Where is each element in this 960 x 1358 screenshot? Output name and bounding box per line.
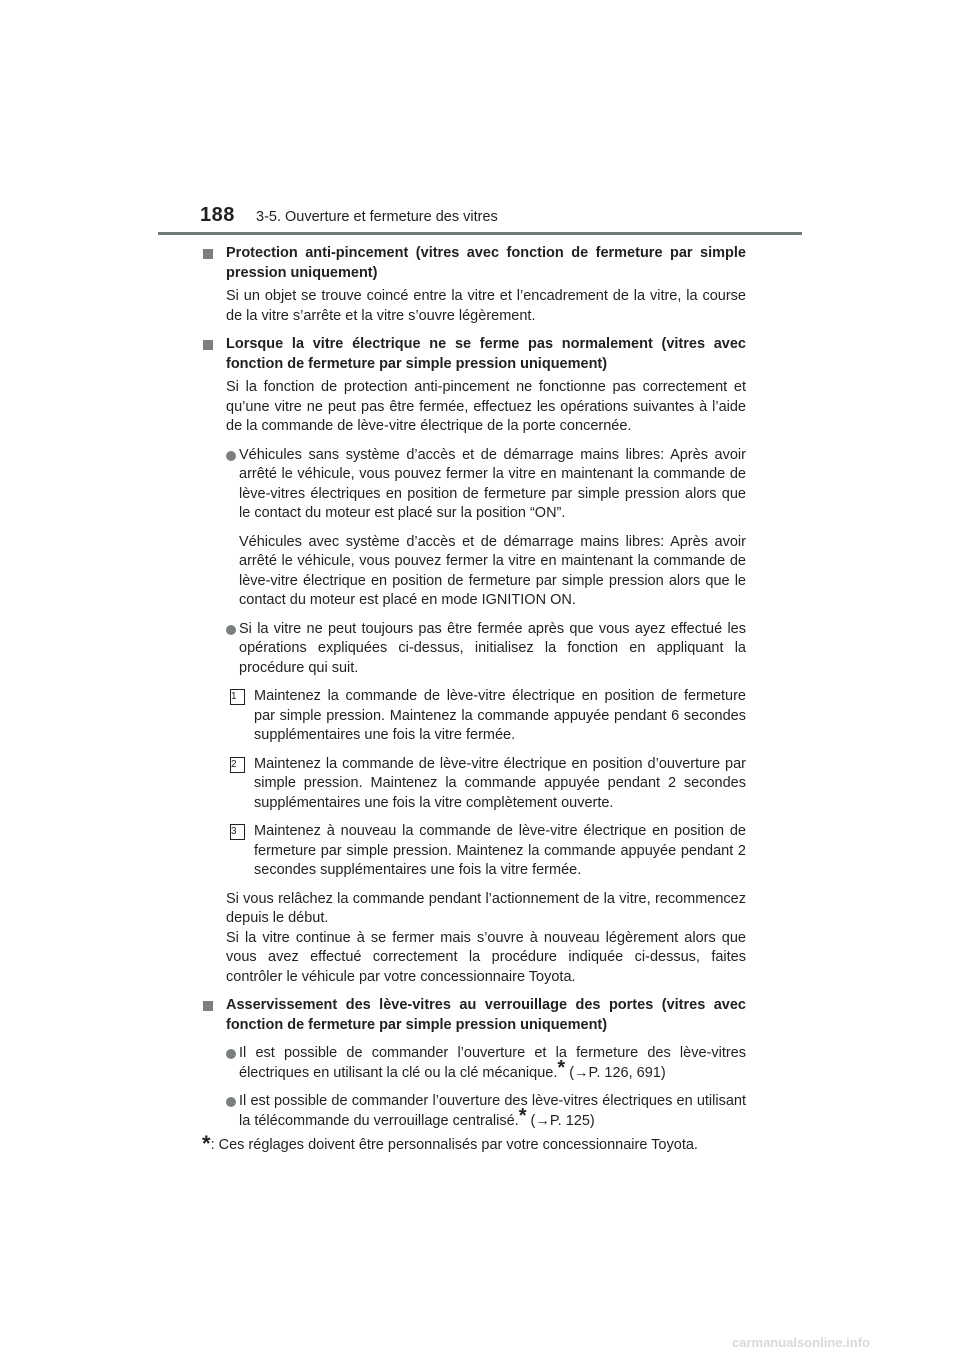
paragraph-smart-key: Véhicules avec système d’accès et de démarrage mains libres: Après avoir arrêté le véhicule, vous pouvez fermer la vitre en maintenant la commande de lève-vitre électrique en position de fermeture par simple pression alors que le contact du moteur est placé en mode IGNITION ON. xyxy=(239,533,746,608)
step-text: Maintenez la commande de lève-vitre électrique en position de fermeture par simple pression. Maintenez la commande appuyée pendant 6 secondes supplémentaires une fois la vitre fermée. xyxy=(254,688,746,743)
step-number-badge: 1 xyxy=(230,689,245,705)
page-number: 188 xyxy=(200,204,235,226)
heading-text: Asservissement des lève-vitres au verrouillage des portes (vitres avec fonction de fermeture par simple pression uniquement) xyxy=(226,997,746,1033)
page-reference-link[interactable]: (→P. 126, 691) xyxy=(569,1064,666,1081)
bullet-text: Si la vitre ne peut toujours pas être fermée après que vous ayez effectué les opérations expliquées ci-dessus, initialisez la fonction en appliquant la procédure qui suit. xyxy=(239,620,746,676)
step-number-badge: 2 xyxy=(230,757,245,773)
list-item-initialize xyxy=(202,620,746,679)
paragraph-window-not-closing: Si la fonction de protection anti-pincement ne fonctionne pas correctement et qu’une vitre ne peut pas être fermée, effectuez les opérations suivantes à l’aide de la commande de lève-vitre électrique de la porte concernée. xyxy=(226,379,746,434)
bullet-text: Véhicules sans système d’accès et de démarrage mains libres: Après avoir arrêté le véhicule, vous pouvez fermer la vitre en maintenant la commande de lève-vitres électriques en position de fermeture par simple pression alors que le contact du moteur est placé sur la position “ON”. xyxy=(239,446,746,521)
heading-text: Lorsque la vitre électrique ne se ferme pas normalement (vitres avec fonction de fermeture par simple pression uniquement) xyxy=(226,336,746,372)
circle-bullet-icon xyxy=(226,625,236,635)
step-text: Maintenez la commande de lève-vitre électrique en position d’ouverture par simple pression. Maintenez la commande appuyée pendant 2 secondes supplémentaires une fois la vitre complètement ouverte. xyxy=(254,755,746,811)
section-heading-door-lock-link xyxy=(202,996,746,1035)
section-heading-window-not-closing xyxy=(202,335,746,374)
page-header xyxy=(0,0,960,240)
page-reference-link[interactable]: (→P. 125) xyxy=(530,1112,595,1129)
header-divider xyxy=(158,232,802,235)
square-bullet-icon xyxy=(203,1001,213,1011)
footnote-text: : Ces réglages doivent être personnalisés par votre concessionnaire Toyota. xyxy=(210,1137,698,1153)
list-item-remote-operation xyxy=(202,1092,746,1131)
list-item-key-operation xyxy=(202,1044,746,1083)
bullet-text: Il est possible de commander l’ouverture et la fermeture des lève-vitres électriques en utilisant la clé ou la clé mécanique. xyxy=(239,1045,746,1081)
bullet-text: Il est possible de commander l’ouverture des lève-vitres électriques en utilisant la télécommande du verrouillage centralisé. xyxy=(239,1093,746,1129)
paragraph-anti-pinch: Si un objet se trouve coincé entre la vitre et l’encadrement de la vitre, la course de la vitre s’arrête et la vitre s’ouvre légèrement. xyxy=(226,288,746,324)
note-restart: Si vous relâchez la commande pendant l’actionnement de la vitre, recommencez depuis le début. xyxy=(226,890,746,926)
circle-bullet-icon xyxy=(226,451,236,461)
step-item xyxy=(202,755,746,814)
list-item-no-smart-key xyxy=(202,446,746,524)
square-bullet-icon xyxy=(203,340,213,350)
note-contact-dealer: Si la vitre continue à se fermer mais s’ouvre à nouveau légèrement alors que vous avez effectué correctement la procédure indiquée ci-dessus, faites contrôler le véhicule par votre concessionnaire Toyota. xyxy=(226,929,746,985)
section-title: 3-5. Ouverture et fermeture des vitres xyxy=(256,209,498,225)
square-bullet-icon xyxy=(203,249,213,259)
step-item xyxy=(202,687,746,746)
watermark: carmanualsonline.info xyxy=(732,1335,870,1350)
heading-text: Protection anti-pincement (vitres avec fonction de fermeture par simple pression uniquement) xyxy=(226,245,746,281)
asterisk-mark: * xyxy=(202,1131,211,1156)
step-text: Maintenez à nouveau la commande de lève-vitre électrique en position de fermeture par simple pression. Maintenez la commande appuyée pendant 2 secondes supplémentaires une fois la vitre fermée. xyxy=(254,823,746,878)
page-content xyxy=(202,244,746,1156)
asterisk-mark: * xyxy=(518,1104,527,1127)
footnote xyxy=(202,1131,746,1156)
step-number-badge: 3 xyxy=(230,824,245,840)
section-heading-anti-pinch xyxy=(202,244,746,283)
circle-bullet-icon xyxy=(226,1097,236,1107)
asterisk-mark: * xyxy=(557,1056,566,1079)
circle-bullet-icon xyxy=(226,1049,236,1059)
step-item xyxy=(202,822,746,881)
